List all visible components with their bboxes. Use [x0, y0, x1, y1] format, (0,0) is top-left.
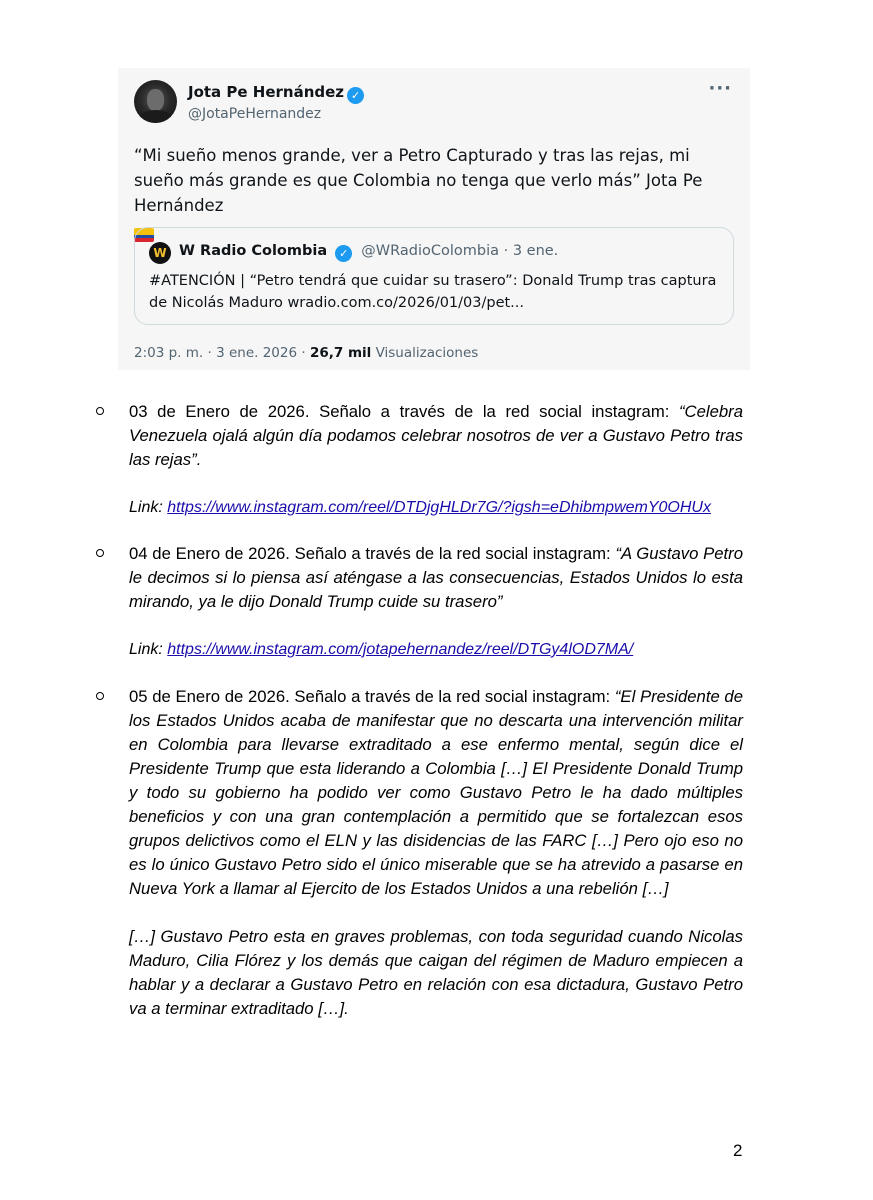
bullet-icon: [96, 407, 104, 415]
verified-badge-icon: ✓: [347, 87, 364, 104]
views-count: 26,7 mil: [309, 345, 372, 361]
wradio-logo-icon: W: [149, 242, 171, 264]
tweet-author: [188, 83, 364, 104]
views-label: Visualizaciones: [375, 345, 479, 361]
quoted-tweet: [134, 227, 734, 325]
entry-quote: “El Presidente de los Estados Unidos acaba de manifestar que no descarta una intervención militar en Colombia para llevarse extraditado a ese enfermo mental, según dice el Presidente Trump que esta liderando a Colombia […] El Presidente Donald Trump y todo su gobierno ha podido ver como Gustavo Petro le ha dado múltiples beneficios y con una gran contemplación a permitido que se fortalezcan esos grupos delictivos como el ELN y las disidencias de las FARC […] Pero ojo eso no es lo único Gustavo Petro sido el único miserable que se ha atrevido a pasarse en Nueva York a llamar al Ejercito de los Estados Unidos a una rebelión […]: [129, 687, 743, 898]
instagram-link[interactable]: https://www.instagram.com/jotapehernandez/reel/DTGy4lOD7MA/: [167, 641, 634, 658]
list-item: [129, 685, 743, 1021]
bullet-icon: [96, 692, 104, 700]
entry-link-line: [129, 496, 743, 520]
list-item: [129, 400, 743, 520]
tweet-author-handle: @JotaPeHernandez: [188, 106, 322, 122]
link-label: Link:: [129, 499, 168, 516]
tweet-body: “Mi sueño menos grande, ver a Petro Capturado y tras las rejas, mi sueño más grande es que Colombia no tenga que verlo más” Jota Pe Hernández: [134, 146, 703, 215]
quoted-meta: @WRadioColombia · 3 ene.: [361, 243, 559, 259]
author-avatar: [134, 80, 177, 123]
instagram-link[interactable]: https://www.instagram.com/reel/DTDjgHLDr7G/?igsh=eDhibmpwemY0OHUx: [167, 499, 711, 516]
entry-quote: “Celebra Venezuela ojalá algún día podamos celebrar nosotros de ver a Gustavo Petro tras las rejas”.: [129, 402, 743, 469]
entry-intro: 04 de Enero de 2026. Señalo a través de la red social instagram:: [129, 544, 616, 563]
entry-text: [129, 685, 743, 901]
quoted-author: [179, 243, 558, 262]
entry-link-line: [129, 638, 743, 662]
tweet-time: 2:03 p. m. · 3 ene. 2026 ·: [134, 345, 310, 361]
entry-intro: 05 de Enero de 2026. Señalo a través de la red social instagram:: [129, 687, 615, 706]
page-number: 2: [733, 1141, 743, 1160]
entry-continuation: […] Gustavo Petro esta en graves problemas, con toda seguridad cuando Nicolas Maduro, Cilia Flórez y los demás que caigan del régimen de Maduro empiecen a hablar y a declarar a Gustavo Petro en relación con esa dictadura, Gustavo Petro va a terminar extraditado […].: [129, 927, 743, 1018]
quoted-text: #ATENCIÓN | “Petro tendrá que cuidar su trasero”: Donald Trump tras captura de Nicolás Maduro wradio.com.co/2026/01/03/pet...: [149, 273, 717, 311]
tweet-screenshot: [118, 68, 750, 370]
entry-text: [129, 400, 743, 472]
link-label: Link:: [129, 641, 168, 658]
quoted-author-name: W Radio Colombia: [179, 243, 328, 259]
tweet-author-name: Jota Pe Hernández: [188, 83, 345, 101]
entry-quote: “A Gustavo Petro le decimos si lo piensa así aténgase a las consecuencias, Estados Unidos lo esta mirando, ya le dijo Donald Trump cuide su trasero”: [129, 544, 744, 611]
list-item: [129, 542, 743, 662]
bullet-icon: [96, 549, 104, 557]
entry-intro: 03 de Enero de 2026. Señalo a través de la red social instagram:: [129, 402, 679, 421]
more-options-icon: ···: [708, 78, 732, 99]
entry-text: [129, 542, 743, 614]
tweet-footer: [134, 345, 478, 361]
quoted-verified-badge-icon: ✓: [335, 245, 352, 262]
